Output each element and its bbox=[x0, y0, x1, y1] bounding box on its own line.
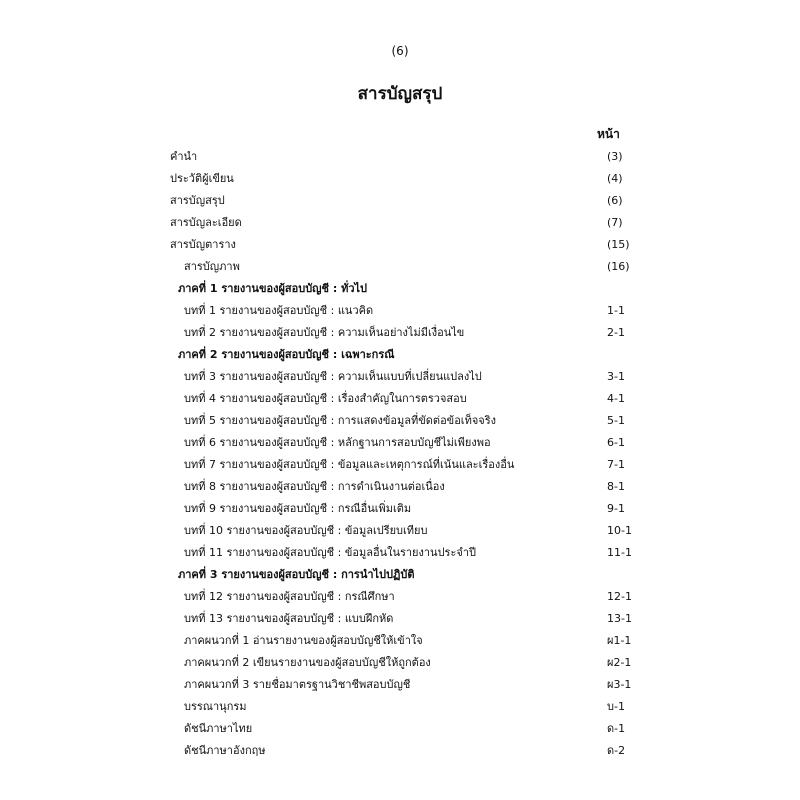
toc-entry-label: บทที่ 8 รายงานของผู้สอบบัญชี : การดำเนินงานต่อเนื่อง bbox=[184, 480, 445, 493]
page-number: (6) bbox=[391, 44, 409, 58]
toc-entry-label: บทที่ 2 รายงานของผู้สอบบัญชี : ความเห็นอย่างไม่มีเงื่อนไข bbox=[184, 326, 465, 339]
toc-entry-label: บทที่ 13 รายงานของผู้สอบบัญชี : แบบฝึกหัด bbox=[184, 612, 394, 625]
toc-entry-label: ประวัติผู้เขียน bbox=[170, 172, 234, 185]
toc-entry-label: ภาคผนวกที่ 1 อ่านรายงานของผู้สอบบัญชีให้เข้าใจ bbox=[184, 634, 423, 647]
toc-entry-page: 4-1 bbox=[607, 392, 625, 405]
toc-entry bbox=[170, 479, 630, 501]
toc-entry-label: บทที่ 9 รายงานของผู้สอบบัญชี : กรณีอื่นเพิ่มเติม bbox=[184, 502, 412, 515]
toc-entry-page: 1-1 bbox=[607, 304, 625, 317]
toc-entry bbox=[170, 259, 630, 281]
toc-entry-page: 11-1 bbox=[607, 546, 632, 559]
toc-entry-page: (15) bbox=[607, 238, 630, 251]
page-column-header: หน้า bbox=[597, 127, 620, 141]
toc-entry-page: (3) bbox=[607, 150, 623, 163]
toc-entry-label: บรรณานุกรม bbox=[184, 700, 247, 713]
toc-entry-page: ผ3-1 bbox=[607, 678, 632, 691]
toc-entry-page: 3-1 bbox=[607, 370, 625, 383]
toc-part-label: ภาคที่ 3 รายงานของผู้สอบบัญชี : การนำไปปฏิบัติ bbox=[178, 568, 415, 581]
toc-entry-label: สารบัญตาราง bbox=[170, 238, 236, 251]
toc-entry-page: 12-1 bbox=[607, 590, 632, 603]
toc-entry-page: 6-1 bbox=[607, 436, 625, 449]
toc-entry bbox=[170, 149, 630, 171]
toc-entry-label: ภาคผนวกที่ 2 เขียนรายงานของผู้สอบบัญชีให้ถูกต้อง bbox=[184, 656, 431, 669]
toc-entry-page: ผ1-1 bbox=[607, 634, 632, 647]
toc-entry bbox=[170, 435, 630, 457]
toc-entry bbox=[170, 237, 630, 259]
toc-entry-page: (16) bbox=[607, 260, 630, 273]
toc-entry-label: สารบัญภาพ bbox=[184, 260, 240, 273]
toc-entry-page: 8-1 bbox=[607, 480, 625, 493]
page-title: สารบัญสรุป bbox=[357, 84, 443, 104]
toc-entry-label: บทที่ 12 รายงานของผู้สอบบัญชี : กรณีศึกษา bbox=[184, 590, 395, 603]
table-of-contents bbox=[170, 149, 630, 765]
toc-entry bbox=[170, 633, 630, 655]
toc-entry bbox=[170, 743, 630, 765]
toc-entry-label: สารบัญสรุป bbox=[170, 194, 225, 207]
toc-entry bbox=[170, 215, 630, 237]
toc-entry-label: ดัชนีภาษาไทย bbox=[184, 722, 253, 735]
toc-entry-page: บ-1 bbox=[607, 700, 625, 713]
toc-entry bbox=[170, 699, 630, 721]
toc-part-heading bbox=[170, 567, 630, 589]
toc-entry bbox=[170, 457, 630, 479]
toc-entry bbox=[170, 677, 630, 699]
toc-entry bbox=[170, 721, 630, 743]
toc-entry bbox=[170, 413, 630, 435]
toc-entry-page: ผ2-1 bbox=[607, 656, 632, 669]
toc-entry bbox=[170, 501, 630, 523]
toc-entry bbox=[170, 589, 630, 611]
toc-entry-page: 7-1 bbox=[607, 458, 625, 471]
toc-entry-page: 9-1 bbox=[607, 502, 625, 515]
toc-entry-page: (4) bbox=[607, 172, 623, 185]
toc-entry-page: ด-2 bbox=[607, 744, 626, 757]
toc-entry-label: บทที่ 5 รายงานของผู้สอบบัญชี : การแสดงข้อมูลที่ขัดต่อข้อเท็จจริง bbox=[184, 414, 496, 427]
toc-entry bbox=[170, 171, 630, 193]
toc-entry bbox=[170, 545, 630, 567]
toc-part-heading bbox=[170, 281, 630, 303]
toc-entry bbox=[170, 193, 630, 215]
toc-entry-label: บทที่ 6 รายงานของผู้สอบบัญชี : หลักฐานการสอบบัญชีไม่เพียงพอ bbox=[184, 436, 491, 449]
toc-entry-label: บทที่ 3 รายงานของผู้สอบบัญชี : ความเห็นแบบที่เปลี่ยนแปลงไป bbox=[184, 370, 482, 383]
toc-part-label: ภาคที่ 2 รายงานของผู้สอบบัญชี : เฉพาะกรณี bbox=[178, 348, 395, 361]
toc-entry-label: บทที่ 7 รายงานของผู้สอบบัญชี : ข้อมูลและเหตุการณ์ที่เน้นและเรื่องอื่น bbox=[184, 458, 515, 471]
toc-entry-page: 10-1 bbox=[607, 524, 632, 537]
toc-entry bbox=[170, 325, 630, 347]
toc-entry-label: สารบัญละเอียด bbox=[170, 216, 242, 229]
toc-part-label: ภาคที่ 1 รายงานของผู้สอบบัญชี : ทั่วไป bbox=[178, 282, 368, 295]
toc-entry bbox=[170, 369, 630, 391]
toc-entry bbox=[170, 303, 630, 325]
toc-entry-page: (7) bbox=[607, 216, 623, 229]
toc-entry-page: (6) bbox=[607, 194, 623, 207]
toc-entry-label: คำนำ bbox=[170, 150, 198, 163]
toc-part-heading bbox=[170, 347, 630, 369]
toc-entry-page: 2-1 bbox=[607, 326, 625, 339]
toc-entry bbox=[170, 391, 630, 413]
toc-entry-label: บทที่ 11 รายงานของผู้สอบบัญชี : ข้อมูลอื่นในรายงานประจำปี bbox=[184, 546, 476, 559]
toc-entry-label: ดัชนีภาษาอังกฤษ bbox=[184, 744, 266, 757]
toc-entry-page: ด-1 bbox=[607, 722, 626, 735]
toc-entry-page: 5-1 bbox=[607, 414, 625, 427]
toc-entry-label: บทที่ 10 รายงานของผู้สอบบัญชี : ข้อมูลเปรียบเทียบ bbox=[184, 524, 428, 537]
toc-entry-label: ภาคผนวกที่ 3 รายชื่อมาตรฐานวิชาชีพสอบบัญชี bbox=[184, 678, 411, 691]
toc-entry-label: บทที่ 4 รายงานของผู้สอบบัญชี : เรื่องสำคัญในการตรวจสอบ bbox=[184, 392, 467, 405]
toc-entry-page: 13-1 bbox=[607, 612, 632, 625]
toc-entry bbox=[170, 611, 630, 633]
toc-entry bbox=[170, 655, 630, 677]
toc-entry-label: บทที่ 1 รายงานของผู้สอบบัญชี : แนวคิด bbox=[184, 304, 374, 317]
toc-entry bbox=[170, 523, 630, 545]
